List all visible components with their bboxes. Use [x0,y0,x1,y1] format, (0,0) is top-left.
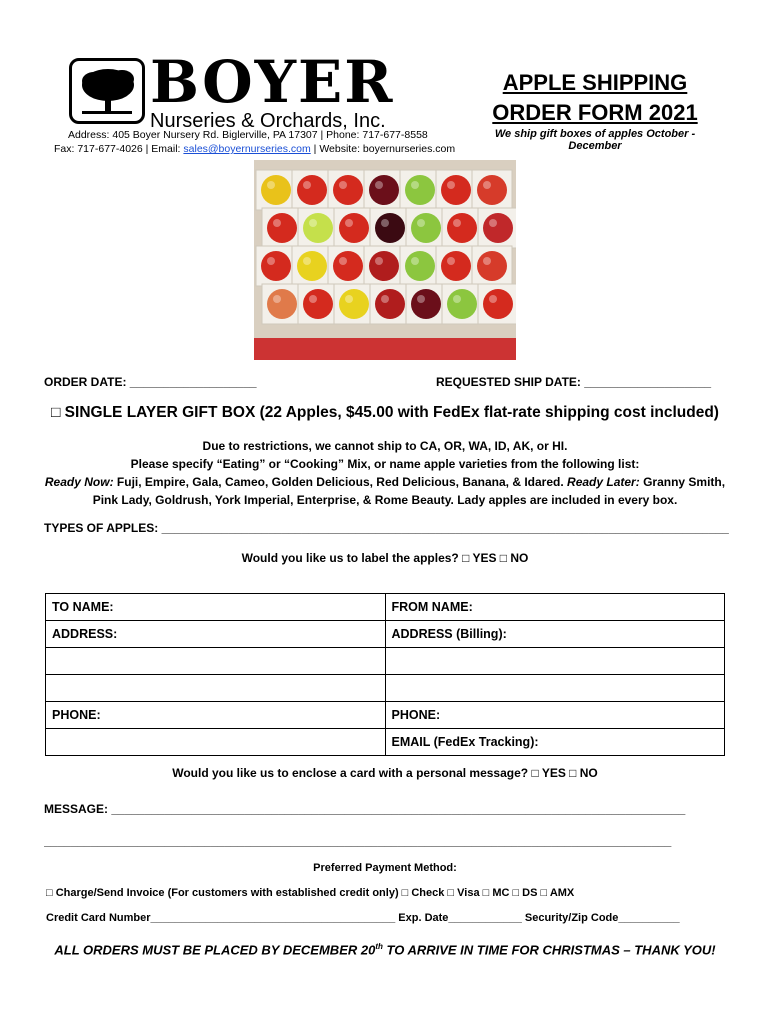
closing-notice [40,942,730,957]
apple-highlight [483,257,491,265]
closing-notice-end: TO ARRIVE IN TIME FOR CHRISTMAS – THANK YOU! [382,942,716,958]
apple [333,175,363,205]
apple-highlight [447,257,455,265]
apple [405,251,435,281]
from-name-field[interactable]: FROM NAME: [385,594,725,621]
apple [339,213,369,243]
apple [405,175,435,205]
apple [333,251,363,281]
apple [411,289,441,319]
apple-highlight [375,181,383,189]
apple-highlight [411,181,419,189]
apple [411,213,441,243]
order-date-field[interactable]: ORDER DATE: ___________________ [44,375,257,389]
apple-highlight [303,181,311,189]
apple-highlight [381,295,389,303]
apple-highlight [489,219,497,227]
apple [483,289,513,319]
apple-highlight [339,257,347,265]
message-field-line2[interactable]: ______________________________________________________________________________________________ [44,834,672,848]
apple [267,213,297,243]
apple-highlight [345,219,353,227]
email-tracking-field[interactable]: EMAIL (FedEx Tracking): [385,729,725,756]
company-address: Address: 405 Boyer Nursery Rd. Biglerville, PA 17307 | Phone: 717-677-8558 [68,129,428,141]
apple-highlight [417,295,425,303]
form-title [480,68,710,128]
apple-highlight [303,257,311,265]
apple [297,251,327,281]
varieties-list [40,473,730,509]
card-message-question[interactable]: Would you like us to enclose a card with a personal message? □ YES □ NO [172,766,598,780]
apple [303,213,333,243]
ready-later-text: Granny Smith, Pink Lady, Goldrush, York Imperial, Enterprise, & Rome Beauty. Lady apples are included in every box. [92,475,726,507]
ship-date-field[interactable]: REQUESTED SHIP DATE: ___________________ [436,375,712,389]
form-title-line1: APPLE SHIPPING [502,70,688,95]
apple [303,289,333,319]
to-name-field[interactable]: TO NAME: [46,594,386,621]
billing-address-field[interactable]: ADDRESS (Billing): [385,621,725,648]
ready-now-label: Ready Now: [44,475,114,489]
gift-box-checkbox[interactable]: □ SINGLE LAYER GIFT BOX (22 Apples, $45.00 with FedEx flat-rate shipping cost included) [51,404,719,421]
company-contact [54,142,455,156]
mix-instruction: Please specify “Eating” or “Cooking” Mix, or name apple varieties from the following list: [130,457,640,471]
apple [261,251,291,281]
from-phone-field[interactable]: PHONE: [385,702,725,729]
apple-highlight [273,295,281,303]
apple [369,251,399,281]
apple [477,251,507,281]
apple-highlight [483,181,491,189]
credit-card-fields[interactable]: Credit Card Number________________________________________ Exp. Date____________ Security/Zip Code__________ [46,912,680,924]
payment-heading: Preferred Payment Method: [313,862,457,874]
apple [441,175,471,205]
to-address-line2[interactable] [46,648,386,675]
ready-now-text: Fuji, Empire, Gala, Cameo, Golden Delicious, Red Delicious, Banana, & Idared. [113,475,568,489]
closing-notice-sup: th [375,942,383,951]
apple-highlight [411,257,419,265]
closing-notice-text: ALL ORDERS MUST BE PLACED BY DECEMBER 20 [54,942,376,958]
address-table [45,593,725,756]
email-link[interactable]: sales@boyernurseries.com [183,143,311,155]
types-of-apples-field[interactable]: TYPES OF APPLES: _____________________________________________________________________________________ [44,521,729,535]
to-extra-field[interactable] [46,729,386,756]
fax-label: Fax: 717-677-4026 | Email: [54,143,184,155]
apple-highlight [309,219,317,227]
apple [339,289,369,319]
logo-tree-icon [69,58,145,124]
apple [369,175,399,205]
payment-options[interactable]: □ Charge/Send Invoice (For customers with established credit only) □ Check □ Visa □ MC □ DS □ AMX [46,887,575,899]
apple-highlight [267,181,275,189]
billing-address-line2[interactable] [385,648,725,675]
apple-highlight [417,219,425,227]
label-apples-question[interactable]: Would you like us to label the apples? □ YES □ NO [241,551,529,565]
to-address-line3[interactable] [46,675,386,702]
apple-highlight [345,295,353,303]
apple [447,289,477,319]
to-address-field[interactable]: ADDRESS: [46,621,386,648]
billing-address-line3[interactable] [385,675,725,702]
apple-highlight [381,219,389,227]
apple-highlight [489,295,497,303]
apple-highlight [375,257,383,265]
apple-highlight [273,219,281,227]
apple [375,289,405,319]
apple [267,289,297,319]
apple [477,175,507,205]
message-field[interactable]: MESSAGE: ______________________________________________________________________________________ [44,802,686,816]
apple [441,251,471,281]
apple [297,175,327,205]
form-subtitle: We ship gift boxes of apples October - December [494,128,696,152]
apple-highlight [453,295,461,303]
apple [483,213,513,243]
apple-box-photo [254,160,516,360]
website-label: | Website: boyernurseries.com [310,143,456,155]
apple [375,213,405,243]
apple-highlight [453,219,461,227]
to-phone-field[interactable]: PHONE: [46,702,386,729]
ready-later-label: Ready Later: [567,475,640,489]
company-name: BOYER [150,48,395,116]
apple-highlight [447,181,455,189]
company-subtitle: Nurseries & Orchards, Inc. [150,110,386,132]
apple [447,213,477,243]
apple [261,175,291,205]
apple-highlight [267,257,275,265]
form-title-line2: ORDER FORM 2021 [492,100,698,125]
apple-highlight [339,181,347,189]
restriction-text: Due to restrictions, we cannot ship to CA, OR, WA, ID, AK, or HI. [202,439,568,453]
apple-highlight [309,295,317,303]
